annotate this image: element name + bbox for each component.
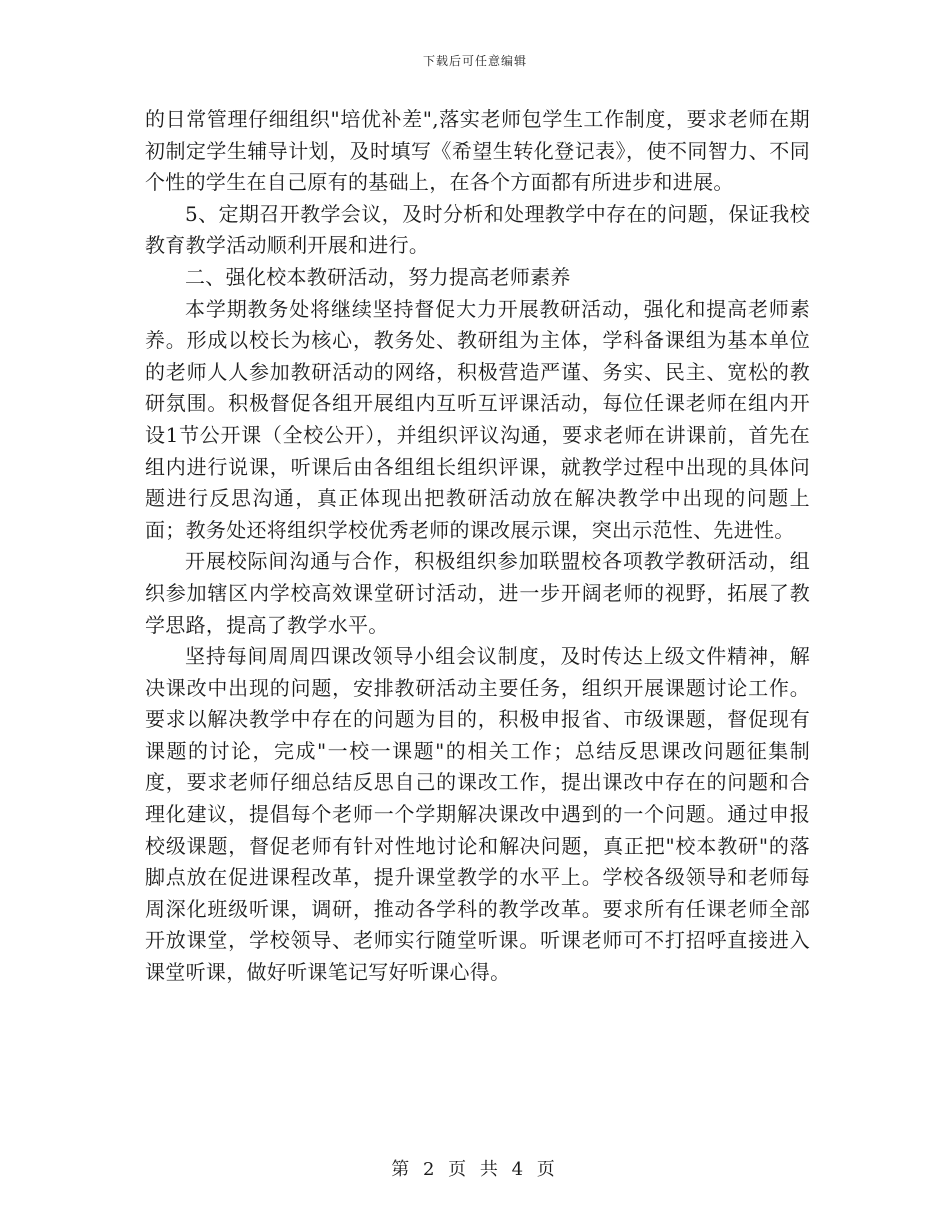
body-paragraph: 5、定期召开教学会议，及时分析和处理教学中存在的问题，保证我校教育教学活动顺利开展和进行。 — [145, 201, 810, 258]
body-paragraph: 坚持每间周周四课改领导小组会议制度，及时传达上级文件精神，解决课改中出现的问题，安排教研活动主要任务，组织开展课题讨论工作。要求以解决教学中存在的问题为目的，积极申报省、市级课题，督促现有课题的讨论，完成"一校一课题"的相关工作；总结反思课改问题征集制度，要求老师仔细总结反思自己的课改工作，提出课改中存在的问题和合理化建议，提倡每个老师一个学期解决课改中遇到的一个问题。通过申报校级课题，督促老师有针对性地讨论和解决问题，真正把"校本教研"的落脚点放在促进课程改革，提升课堂教学的水平上。学校各级领导和老师每周深化班级听课，调研，推动各学科的教学改革。要求所有任课老师全部开放课堂，学校领导、老师实行随堂听课。听课老师可不打招呼直接进入课堂听课，做好听课笔记写好听课心得。 — [145, 644, 810, 985]
page-header-note: 下载后可任意编辑 — [422, 54, 527, 68]
body-paragraph: 的日常管理仔细组织"培优补差",落实老师包学生工作制度，要求老师在期初制定学生辅导计划，及时填写《希望生转化登记表》，使不同智力、不同个性的学生在自己原有的基础上，在各个方面都有所进步和进展。 — [145, 107, 810, 195]
page-number-footer: 第 2 页 共 4 页 — [391, 1159, 559, 1180]
document-body — [145, 104, 810, 989]
body-paragraph: 本学期教务处将继续坚持督促大力开展教研活动，强化和提高老师素养。形成以校长为核心，教务处、教研组为主体，学科备课组为基本单位的老师人人参加教研活动的网络，积极营造严谨、务实、民主、宽松的教研氛围。积极督促各组开展组内互听互评课活动，每位任课老师在组内开设1节公开课（全校公开），并组织评议沟通，要求老师在讲课前，首先在组内进行说课，听课后由各组组长组织评课，就教学过程中出现的具体问题进行反思沟通，真正体现出把教研活动放在解决教学中出现的问题上面；教务处还将组织学校优秀老师的课改展示课，突出示范性、先进性。 — [145, 296, 810, 542]
section-heading: 二、强化校本教研活动，努力提高老师素养 — [185, 264, 571, 289]
body-paragraph: 开展校际间沟通与合作，积极组织参加联盟校各项教学教研活动，组织参加辖区内学校高效课堂研讨活动，进一步开阔老师的视野，拓展了教学思路，提高了教学水平。 — [145, 549, 810, 637]
